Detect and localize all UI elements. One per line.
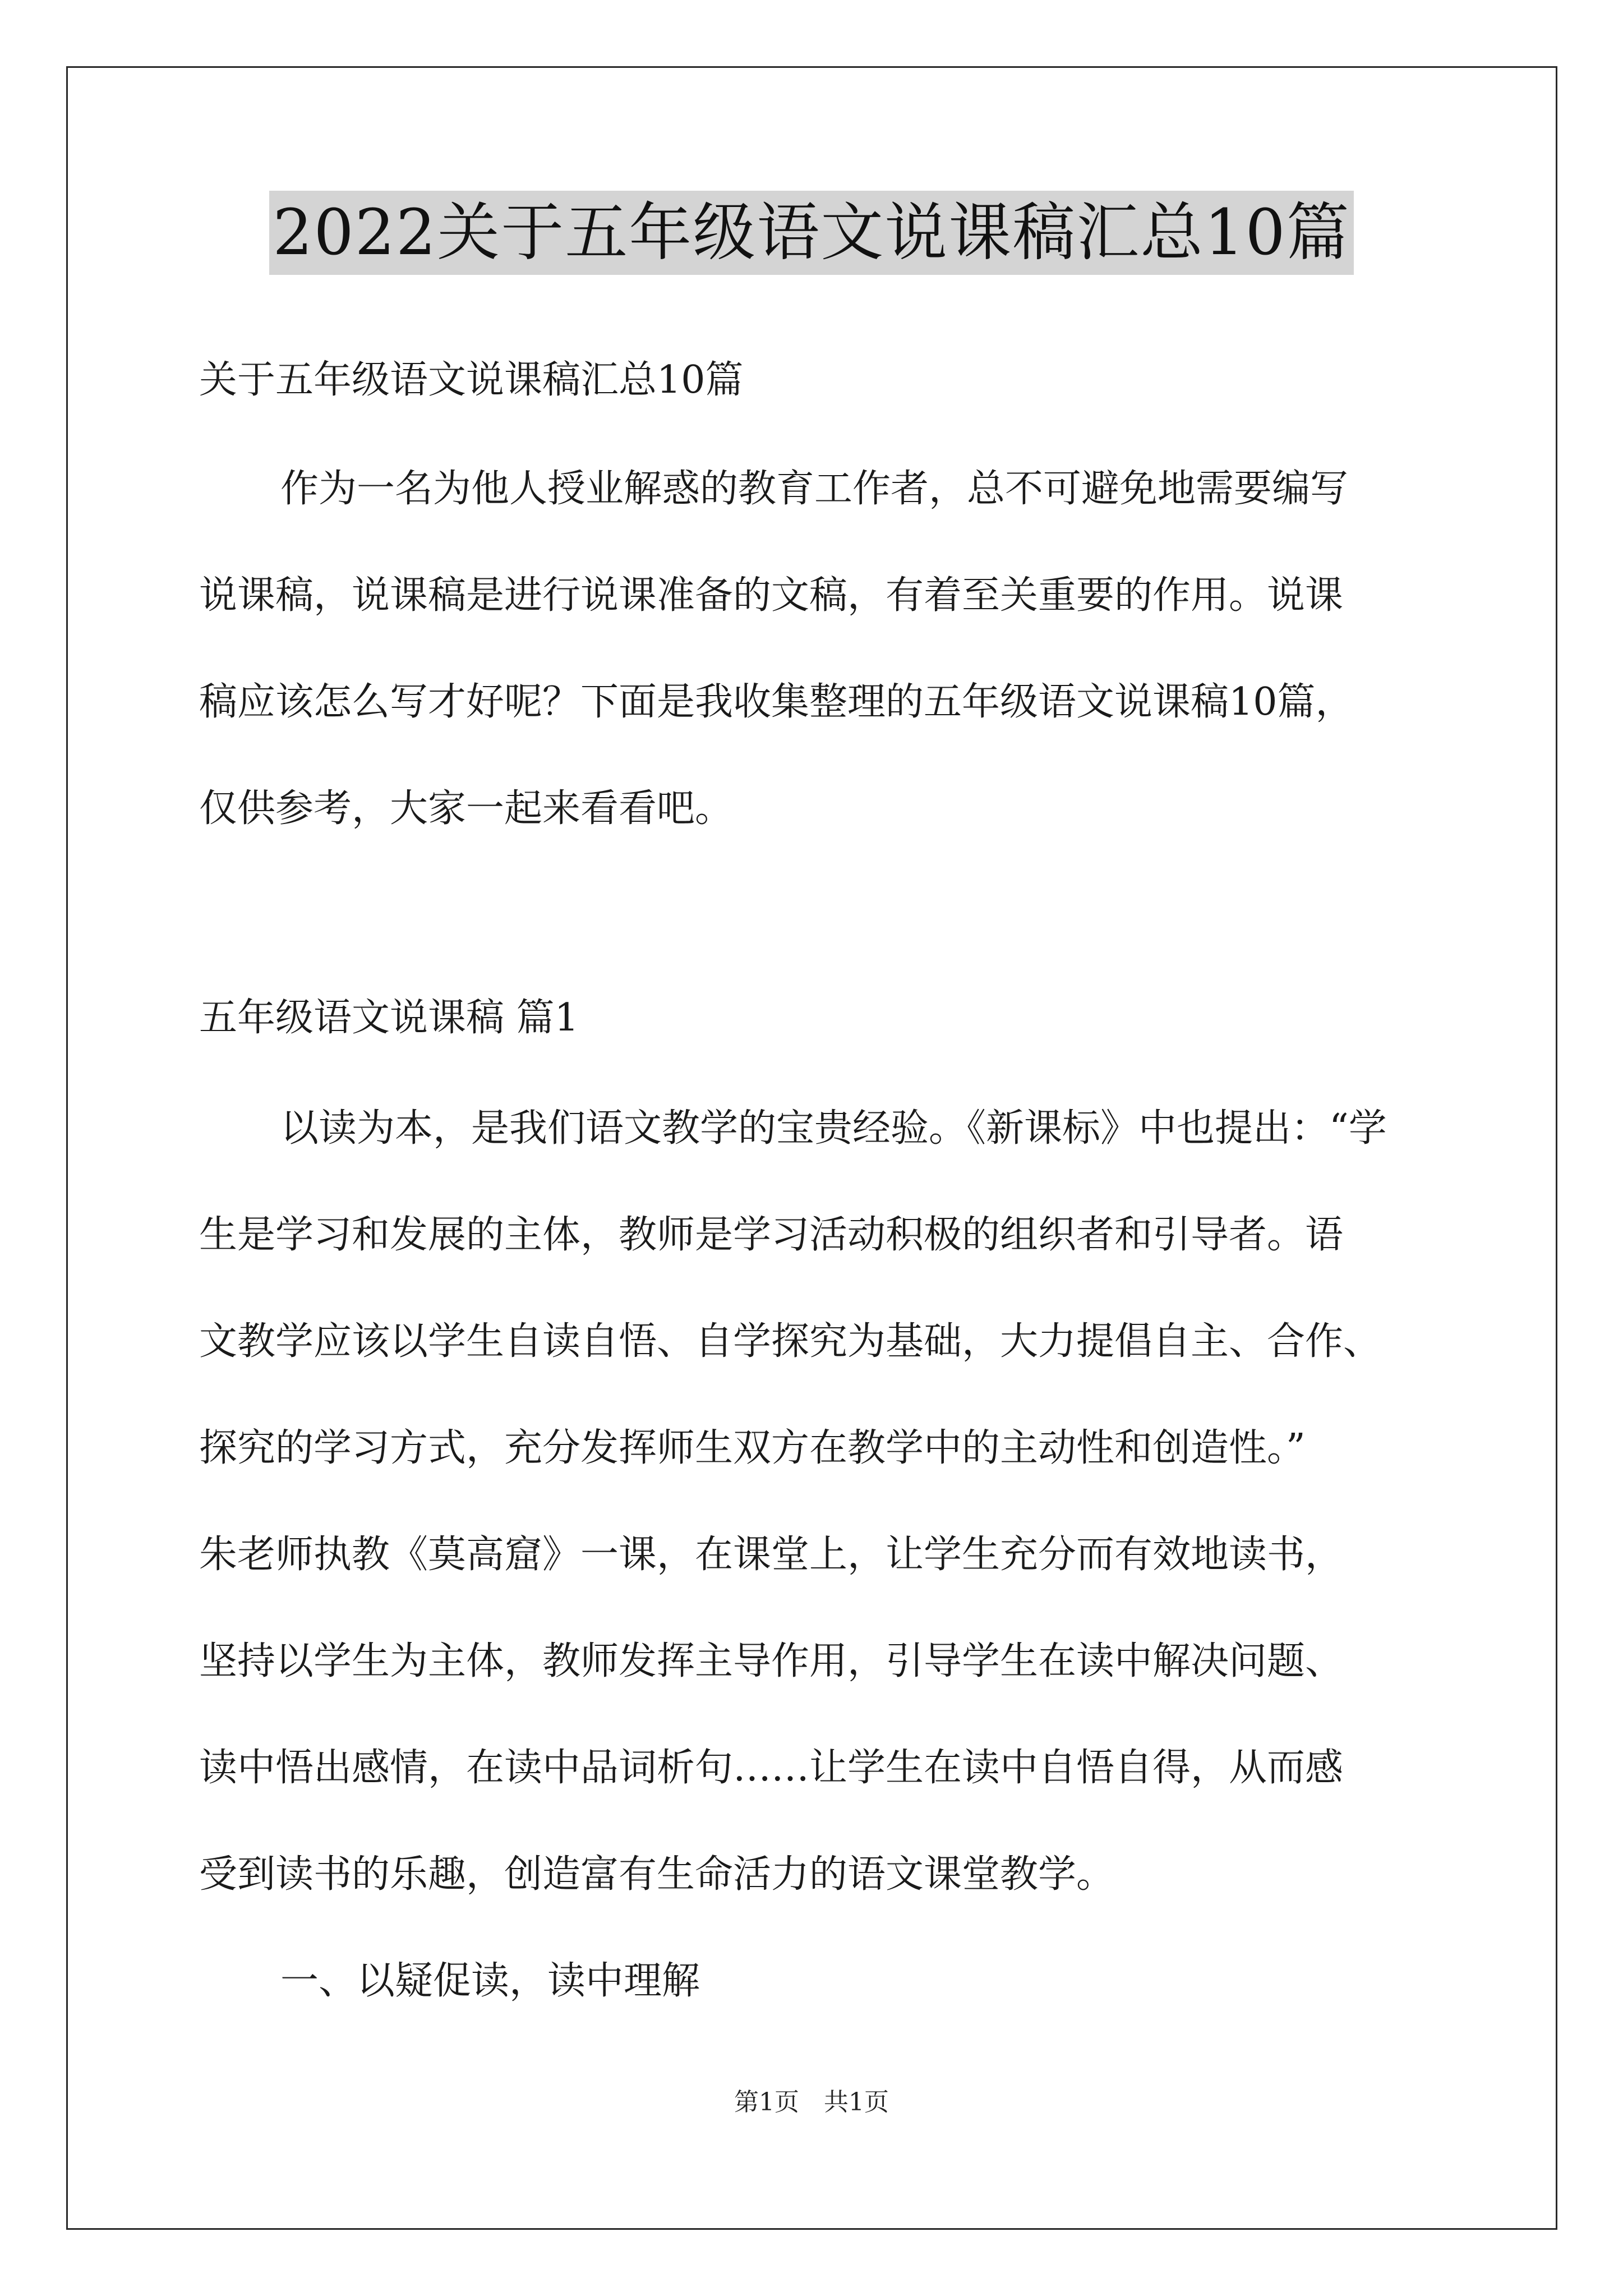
- paragraph-line: 受到读书的乐趣，创造富有生命活力的语文课堂教学。: [199, 1852, 1115, 1897]
- paragraph-line: 朱老师执教《莫高窟》一课，在课堂上，让学生充分而有效地读书，: [199, 1533, 1344, 1577]
- paragraph-line: 探究的学习方式，充分发挥师生双方在教学中的主动性和创造性。”: [199, 1426, 1306, 1470]
- paragraph-line: 作为一名为他人授业解惑的教育工作者，总不可避免地需要编写: [280, 467, 1349, 511]
- subtitle: 关于五年级语文说课稿汇总10篇: [199, 358, 744, 402]
- document-title: 2022关于五年级语文说课稿汇总10篇: [269, 191, 1354, 275]
- paragraph-line: 生是学习和发展的主体，教师是学习活动积极的组织者和引导者。语: [199, 1213, 1344, 1257]
- section-heading: 五年级语文说课稿 篇1: [199, 996, 579, 1040]
- paragraph-line: 以读为本，是我们语文教学的宝贵经验。《新课标》中也提出：“学: [280, 1106, 1387, 1151]
- subsection-heading: 一、以疑促读，读中理解: [280, 1959, 700, 2003]
- paragraph-line: 稿应该怎么写才好呢？下面是我收集整理的五年级语文说课稿10篇，: [199, 680, 1354, 724]
- paragraph-line: 坚持以学生为主体，教师发挥主导作用，引导学生在读中解决问题、: [199, 1639, 1344, 1683]
- page-footer: 第1页 共1页: [734, 2088, 889, 2116]
- paragraph-line: 读中悟出感情，在读中品词析句……让学生在读中自悟自得，从而感: [199, 1746, 1344, 1790]
- paragraph-line: 仅供参考，大家一起来看看吧。: [199, 786, 734, 831]
- title-container: [0, 191, 1623, 275]
- paragraph-line: 说课稿，说课稿是进行说课准备的文稿，有着至关重要的作用。说课: [199, 573, 1344, 618]
- paragraph-line: 文教学应该以学生自读自悟、自学探究为基础，大力提倡自主、合作、: [199, 1319, 1382, 1364]
